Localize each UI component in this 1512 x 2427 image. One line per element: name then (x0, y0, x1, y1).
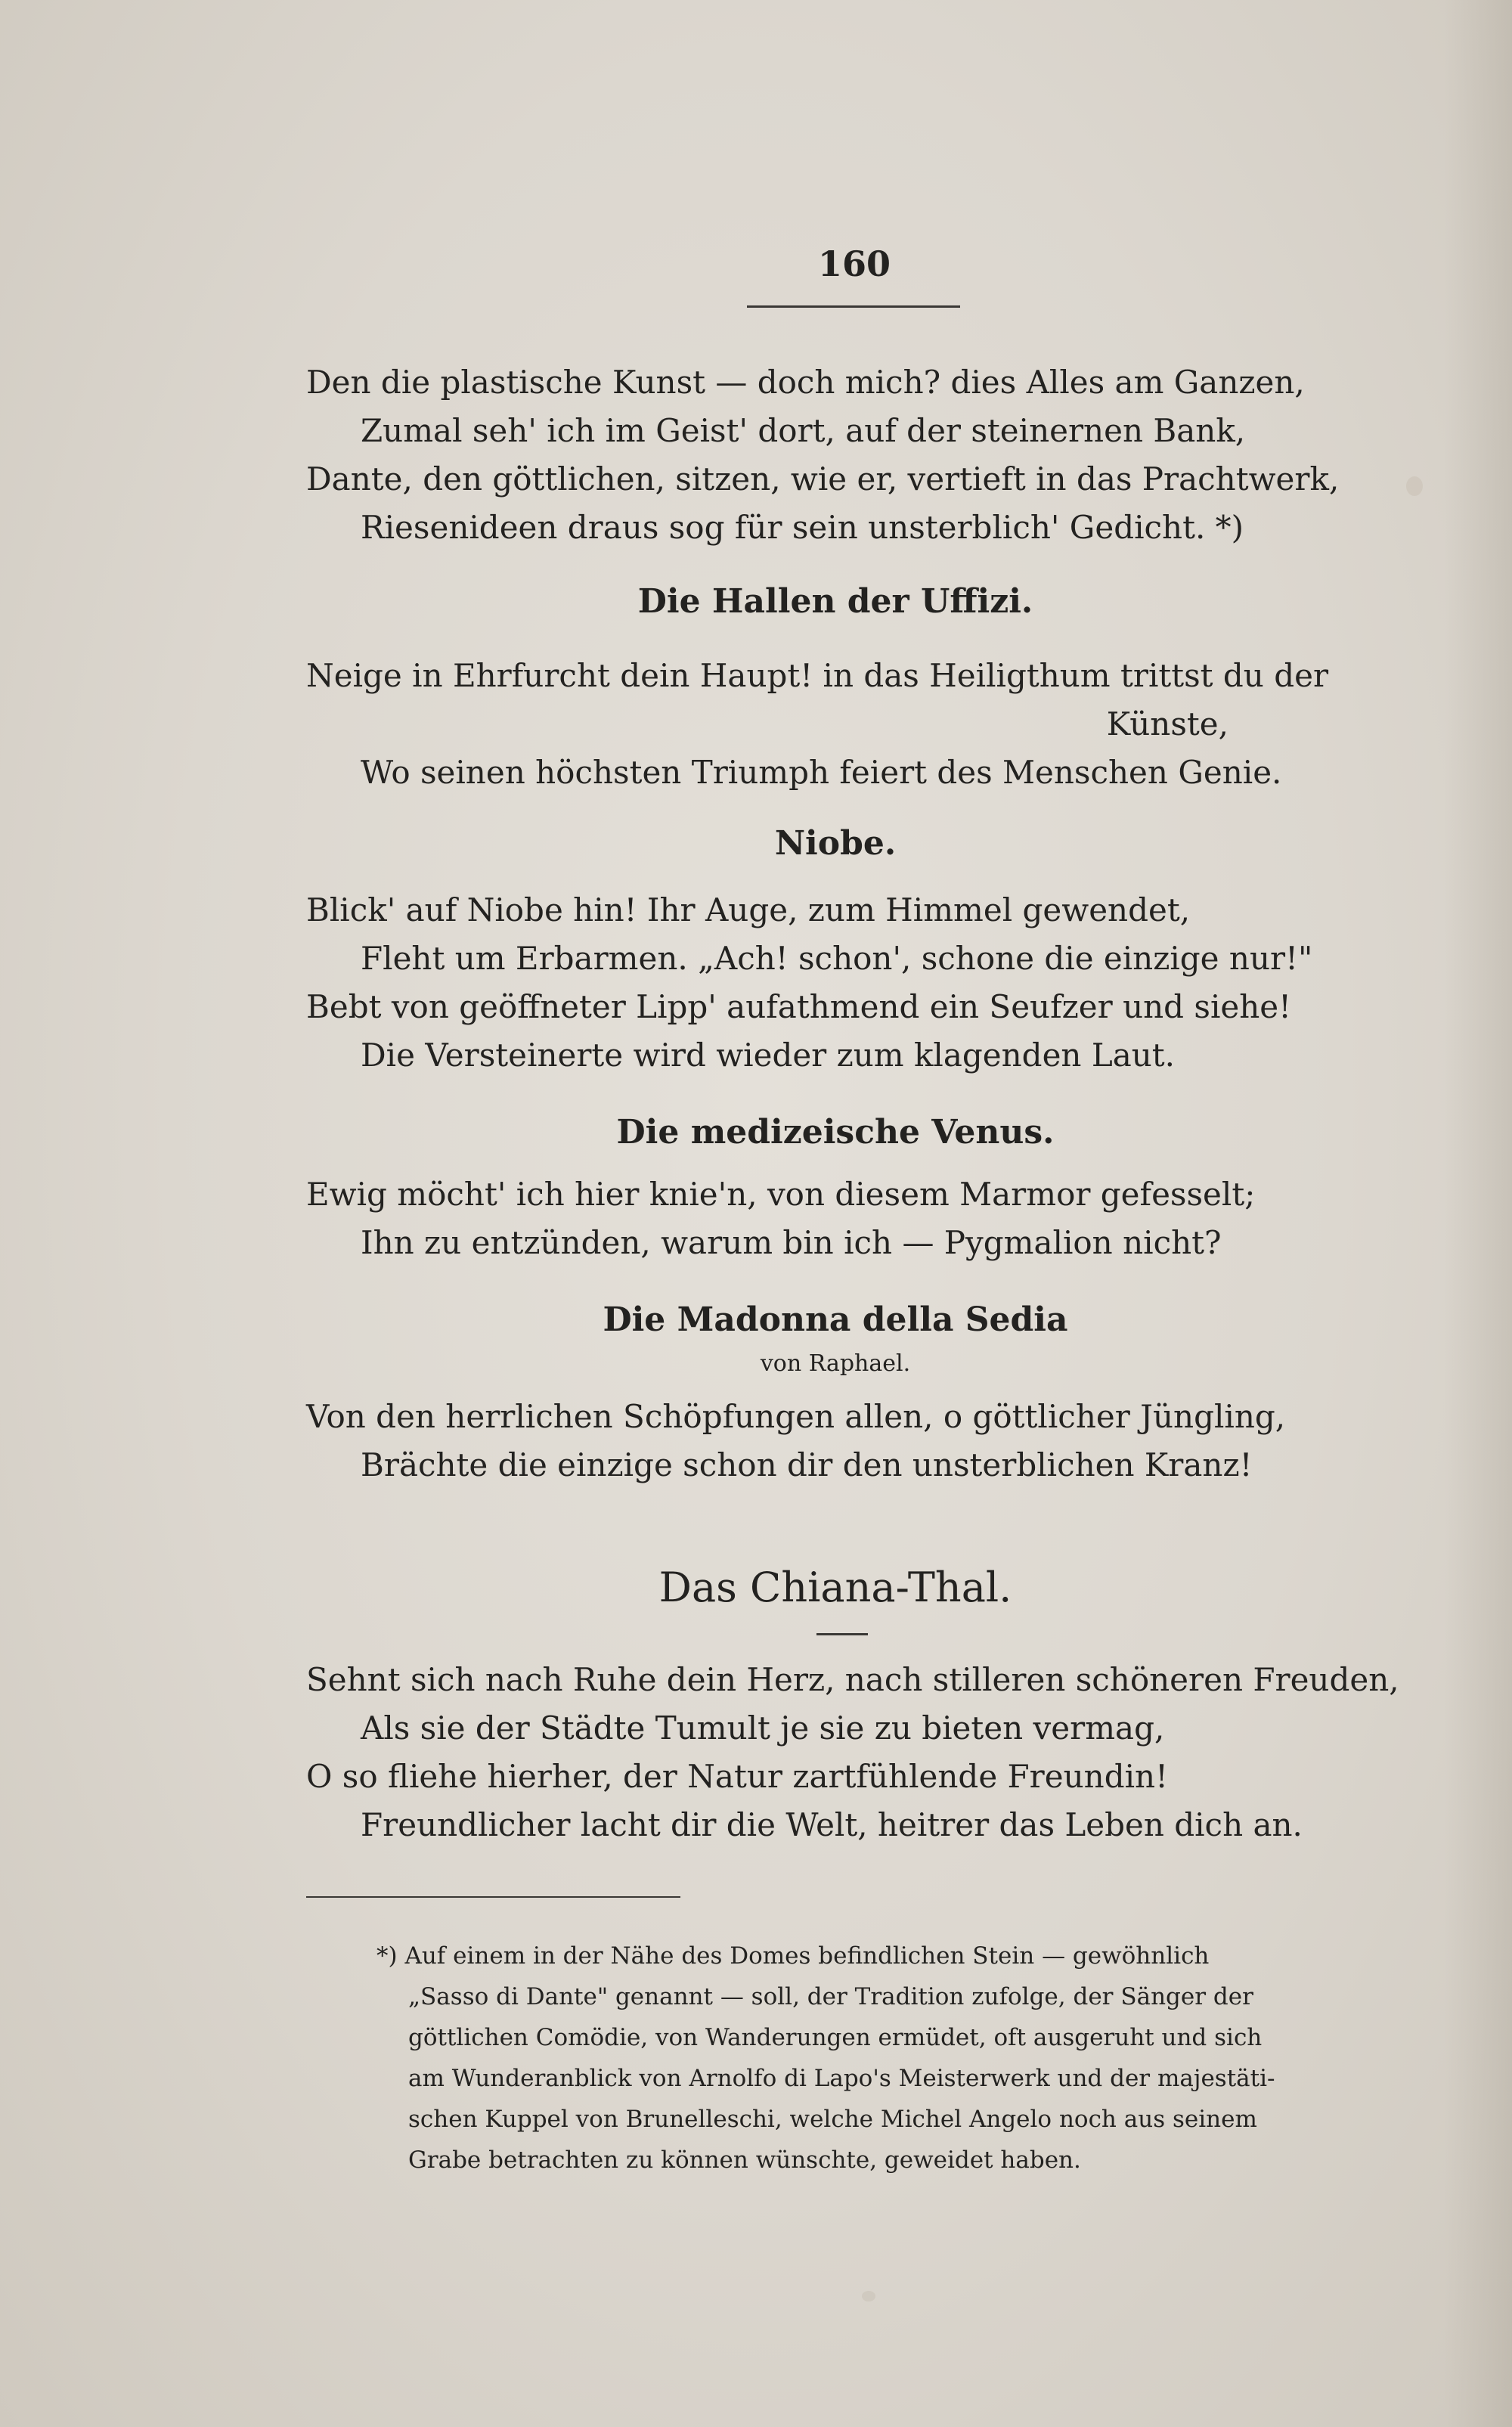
section-heading-madonna: Die Madonna della Sedia (603, 1300, 1068, 1339)
uffizi-stanza (306, 652, 1365, 797)
verse-line: Die Versteinerte wird wieder zum klagenden Laut. (361, 1037, 1176, 1074)
verse-line: Sehnt sich nach Ruhe dein Herz, nach stilleren schöneren Freuden, (306, 1661, 1399, 1698)
section-subheading-madonna: von Raphael. (760, 1350, 911, 1377)
niobe-stanza (306, 886, 1365, 1080)
page-number-rule (747, 305, 960, 308)
verse-line: Bebt von geöffneter Lipp' aufathmend ein Seufzer und siehe! (306, 988, 1292, 1025)
verse-line: Zumal seh' ich im Geist' dort, auf der steinernen Bank, (361, 412, 1246, 449)
chiana-stanza (306, 1656, 1399, 1849)
verse-line: Ihn zu entzünden, warum bin ich — Pygmalion nicht? (361, 1224, 1222, 1261)
footnote-line: schen Kuppel von Brunelleschi, welche Michel Angelo noch aus seinem (408, 2106, 1257, 2133)
verse-line: Freundlicher lacht dir die Welt, heitrer das Leben dich an. (361, 1806, 1303, 1843)
page-number: 160 (817, 243, 891, 284)
verse-line: Den die plastische Kunst — doch mich? dies Alles am Ganzen, (306, 364, 1305, 401)
section-heading-niobe: Niobe. (774, 824, 897, 863)
verse-line: Wo seinen höchsten Triumph feiert des Menschen Genie. (361, 754, 1282, 791)
intro-stanza (306, 358, 1365, 552)
verse-line: Neige in Ehrfurcht dein Haupt! in das Heiligthum trittst du der (306, 657, 1329, 694)
verse-line: O so fliehe hierher, der Natur zartfühlende Freundin! (306, 1758, 1168, 1795)
verse-line: Blick' auf Niobe hin! Ihr Auge, zum Himmel gewendet, (306, 891, 1191, 928)
verse-line: Fleht um Erbarmen. „Ach! schon', schone die einzige nur!" (361, 940, 1313, 977)
verse-line: Riesenideen draus sog für sein unsterblich' Gedicht. *) (361, 509, 1244, 546)
section-heading-uffizi: Die Hallen der Uffizi. (637, 582, 1033, 621)
section-title-chiana: Das Chiana-Thal. (658, 1564, 1012, 1611)
section-rule (816, 1633, 868, 1635)
venus-stanza (306, 1170, 1365, 1267)
verse-line: Von den herrlichen Schöpfungen allen, o göttlicher Jüngling, (306, 1398, 1286, 1435)
page-edge-shadow (1444, 0, 1512, 2427)
footnote-line: „Sasso di Dante" genannt — soll, der Tradition zufolge, der Sänger der (408, 1983, 1253, 2010)
footnote-line: *) Auf einem in der Nähe des Domes befindlichen Stein — gewöhnlich (376, 1942, 1210, 1970)
footnote (376, 1936, 1382, 2181)
footnote-line: Grabe betrachten zu können wünschte, geweidet haben. (408, 2146, 1081, 2174)
verse-line: Brächte die einzige schon dir den unsterblichen Kranz! (361, 1446, 1253, 1483)
paper-stain (862, 2291, 875, 2301)
paper-stain (1406, 476, 1423, 496)
footnote-line: am Wunderanblick von Arnolfo di Lapo's Meisterwerk und der majestäti- (408, 2065, 1275, 2092)
footnote-rule (306, 1896, 680, 1898)
footnote-line: göttlichen Comödie, von Wanderungen ermüdet, oft ausgeruht und sich (408, 2024, 1263, 2051)
verse-line: Künste, (1106, 705, 1228, 742)
section-heading-venus: Die medizeische Venus. (616, 1113, 1055, 1152)
verse-line: Als sie der Städte Tumult je sie zu bieten vermag, (361, 1709, 1165, 1747)
madonna-stanza (306, 1393, 1365, 1489)
verse-line: Dante, den göttlichen, sitzen, wie er, vertieft in das Prachtwerk, (306, 460, 1340, 497)
verse-line: Ewig möcht' ich hier knie'n, von diesem Marmor gefesselt; (306, 1176, 1256, 1213)
